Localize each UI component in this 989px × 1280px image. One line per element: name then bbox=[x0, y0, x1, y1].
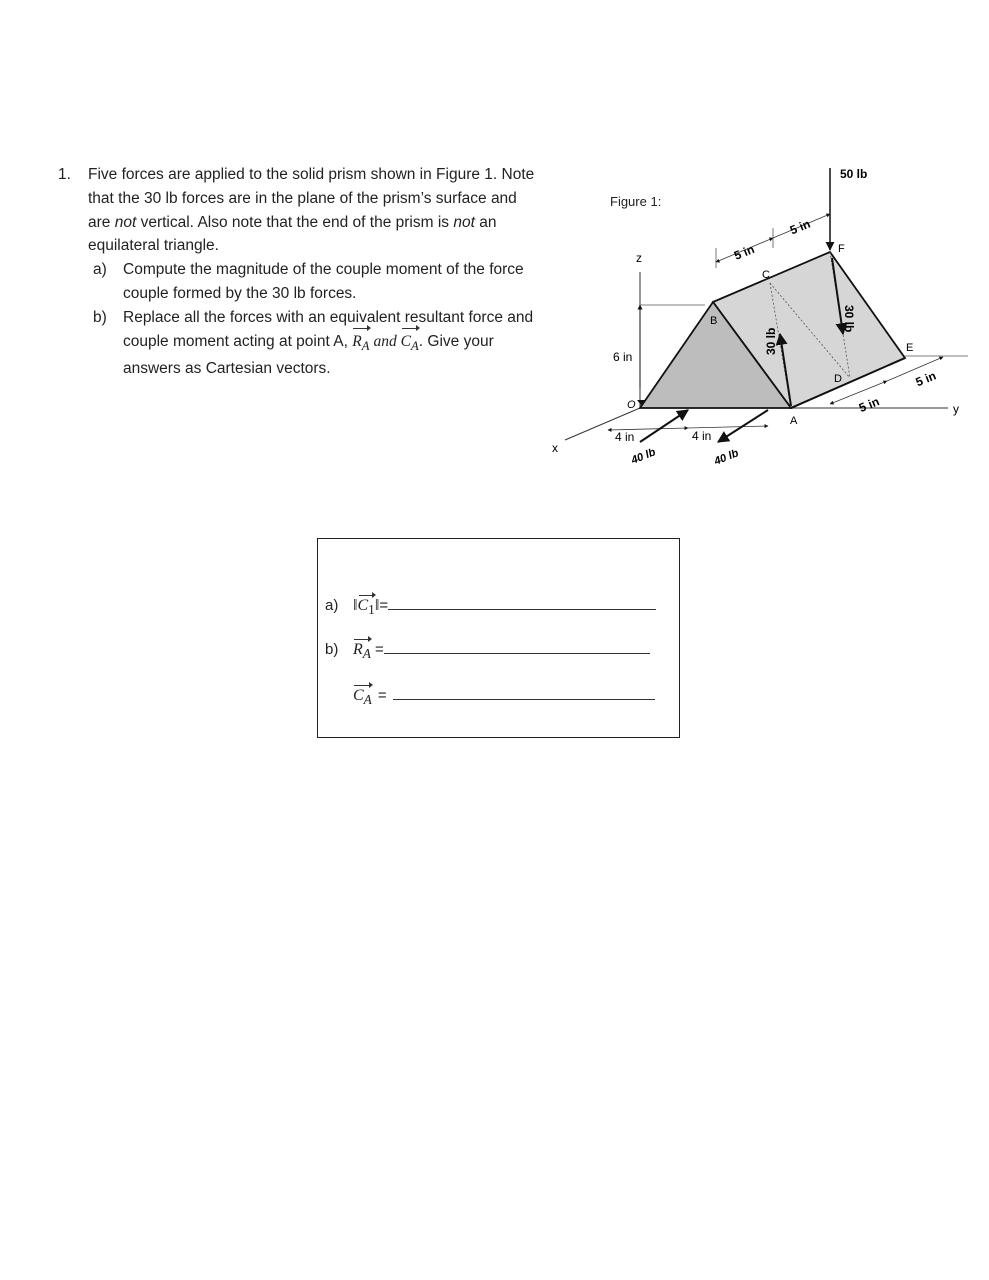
problem-statement bbox=[58, 163, 538, 381]
axis-z-label: z bbox=[636, 251, 642, 265]
part-b bbox=[93, 306, 538, 381]
prism-figure bbox=[540, 160, 980, 470]
point-b-label: B bbox=[710, 315, 718, 327]
axis-y-label: y bbox=[953, 402, 959, 416]
answer-b-r-symbol: $R_A$ bbox=[353, 641, 371, 662]
answer-a-row bbox=[325, 595, 656, 618]
intro-text-1: Five forces are applied to the solid prism shown in Figure 1. Note that the 30 lb forces are in the plane of the prism’s surface and are bbox=[88, 166, 535, 231]
answer-b-c-equals: = bbox=[377, 687, 387, 704]
part-b-label: b) bbox=[93, 308, 107, 326]
part-b-r-symbol: $R_A$ bbox=[352, 330, 369, 358]
point-a-label: A bbox=[790, 415, 798, 427]
force-40-left-arrow bbox=[640, 410, 688, 442]
dim-6-label: 6 in bbox=[613, 350, 633, 364]
part-a-label: a) bbox=[93, 261, 107, 279]
problem-number: 1. bbox=[58, 166, 71, 183]
force-30-right-label: 30 lb bbox=[842, 305, 856, 333]
part-b-and: and bbox=[369, 332, 401, 350]
dim-5-right-upper-label: 5 in bbox=[913, 368, 939, 390]
axis-x-label: x bbox=[552, 441, 558, 455]
problem-intro bbox=[88, 163, 538, 258]
answer-b-r-equals: = bbox=[374, 641, 384, 658]
answer-a-blank[interactable] bbox=[388, 595, 656, 610]
answer-b-c-blank[interactable] bbox=[393, 685, 655, 700]
part-a-text: Compute the magnitude of the couple moment of the force couple formed by the 30 lb forces. bbox=[123, 261, 524, 302]
dim-5-top-left-label: 5 in bbox=[732, 242, 757, 263]
answer-a-equals: = bbox=[379, 597, 389, 614]
intro-text-2: vertical. Also note that the end of the prism is bbox=[136, 213, 454, 231]
dim-4-left-label: 4 in bbox=[615, 430, 635, 444]
answer-b-c-symbol: $C_A$ bbox=[353, 687, 372, 708]
point-f-label: F bbox=[838, 243, 845, 255]
part-b-text-1: Replace all the forces with an equivalent resultant force and couple moment acting at point A, bbox=[123, 308, 534, 350]
part-a bbox=[93, 258, 538, 306]
point-d-label: D bbox=[834, 373, 842, 385]
figure-caption: Figure 1: bbox=[610, 194, 662, 209]
answer-b-c-row bbox=[353, 685, 655, 708]
point-o-label: O bbox=[627, 399, 636, 411]
answer-a-label: a) bbox=[325, 597, 339, 614]
part-b-c-symbol: $C_A$ bbox=[401, 330, 419, 358]
dim-5-top-right-label: 5 in bbox=[787, 216, 813, 238]
intro-not-1: not bbox=[114, 213, 137, 231]
dim-4-right-label: 4 in bbox=[692, 429, 712, 443]
answer-box bbox=[317, 538, 680, 738]
intro-text-3: an equilateral triangle. bbox=[88, 213, 497, 255]
dim-5-right-lower-label: 5 in bbox=[856, 394, 882, 416]
force-40-left-label: 40 lb bbox=[629, 446, 658, 467]
force-30-left-label: 30 lb bbox=[764, 327, 778, 355]
answer-b-r-blank[interactable] bbox=[384, 639, 650, 654]
point-c-label: C bbox=[762, 269, 770, 281]
answer-a-symbol: $‖C_1‖$ bbox=[353, 597, 380, 618]
force-50-label: 50 lb bbox=[840, 167, 868, 181]
intro-not-2: not bbox=[453, 213, 475, 231]
dim-4-right-line bbox=[688, 426, 768, 428]
point-e-label: E bbox=[906, 342, 914, 354]
force-40-right-label: 40 lb bbox=[712, 447, 741, 468]
part-b-text-2: . Give your answers as Cartesian vectors. bbox=[123, 332, 494, 378]
answer-b-r-row bbox=[325, 639, 650, 662]
answer-b-label: b) bbox=[325, 641, 339, 658]
